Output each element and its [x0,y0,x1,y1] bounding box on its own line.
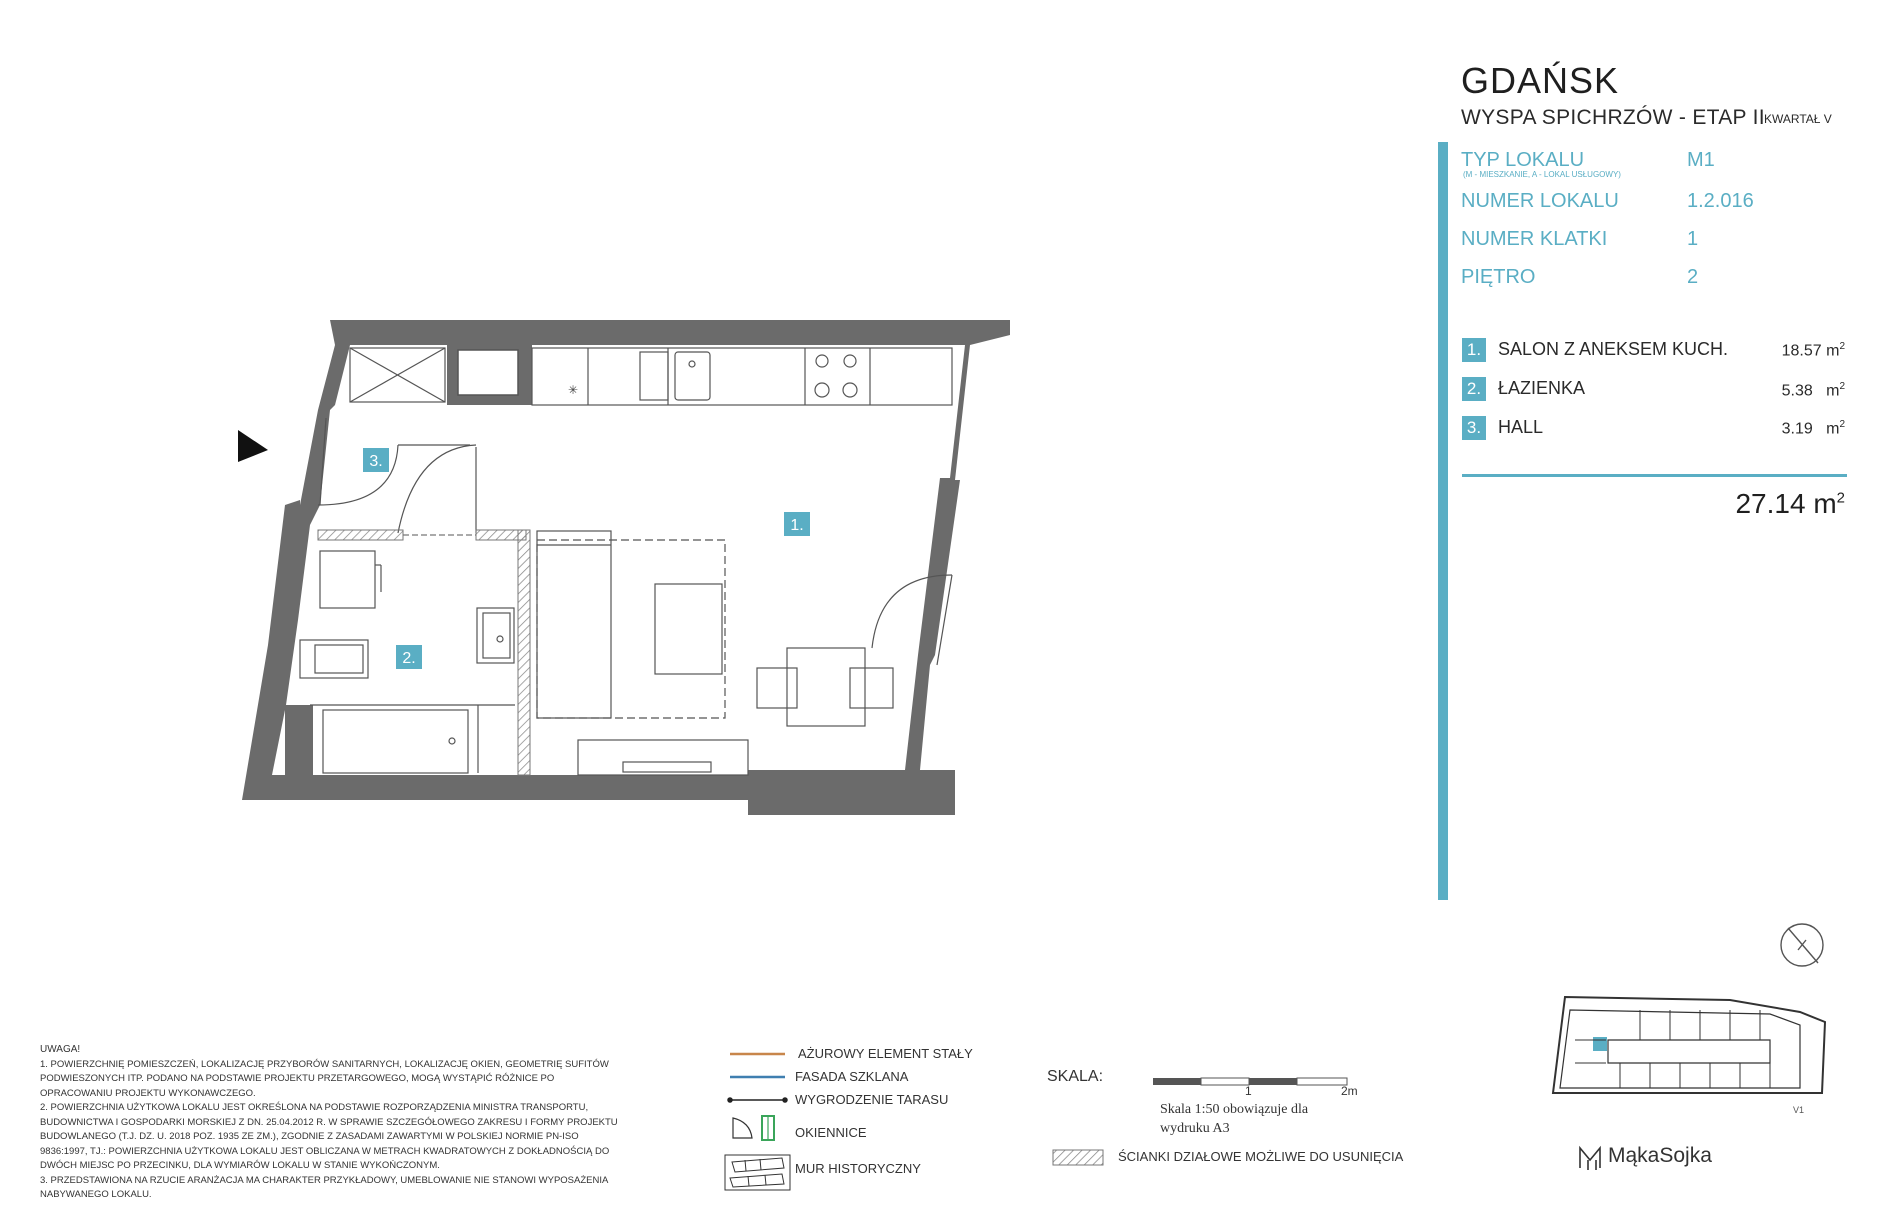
legend-okiennice-label: OKIENNICE [795,1125,867,1140]
living-furniture [537,531,893,775]
brand-logo-icon [1580,1148,1600,1170]
city-title: GDAŃSK [1461,60,1620,101]
svg-text:✳: ✳ [568,383,579,397]
note-line: 3. PRZEDSTAWIONA NA RZUCIE ARANŻACJA MA CHARAKTER PRZYKŁADOWY, UMEBLOWANIE NIE STANOWI WYPOSAŻENIA [40,1174,609,1186]
unit-number-label: NUMER LOKALU [1461,190,1619,212]
legend-wygrodzenie-label: WYGRODZENIE TARASU [795,1092,949,1107]
removable-partitions [318,530,530,775]
coffee-table [655,584,722,674]
shaft-niche [458,350,518,395]
note-line: 9836:1997, TJ.: POWIERZCHNIA UŻYTKOWA LOKALU JEST OBLICZANA W METRACH KWADRATOWYCH Z DOKŁADNOŚCIĄ DO [40,1145,610,1157]
project-name: WYSPA SPICHRZÓW - ETAP II [1461,106,1765,129]
version-label: V1 [1793,1105,1805,1115]
kitchen-counter [532,348,952,405]
scale-tick-1: 1 [1245,1084,1252,1098]
note-line: PODWIESZONYCH ITP. PODANO NA PODSTAWIE PROJEKTU PRZETARGOWEGO, MOGĄ WYSTĄPIĆ RÓŻNICE PO [40,1073,555,1084]
note-line: 2. POWIERZCHNIA UŻYTKOWA LOKALU JEST OKREŚLONA NA PODSTAWIE ROZPORZĄDZENIA MINISTRA TRANSPORTU, [40,1102,589,1113]
scale-label: SKALA: [1047,1068,1104,1085]
floor-value: 2 [1687,266,1699,288]
plan-tag-3: 3. [369,453,383,470]
brand-name: MąkaSojka [1608,1144,1712,1167]
room-area-3: 3.19 $m^2$ [1781,419,1845,438]
note-line: BUDOWNICTWA I GOSPODARKI MORSKIEJ Z DN. 25.04.2012 R. W SPRAWIE SZCZEGÓŁOWEGO ZAKRESU I FORMY PROJEKTU [40,1116,618,1128]
unit-type-label: TYP LOKALU [1461,149,1585,171]
notes-block [40,1043,680,1203]
room-area-1: 18.57 $m^2$ [1781,341,1845,360]
legend-fasada-label: FASADA SZKLANA [795,1069,909,1084]
note-line: 1. POWIERZCHNIĘ POMIESZCZEŃ, LOKALIZACJĘ PRZYBORÓW SANITARNYCH, LOKALIZACJĘ OKIEN, GEOMETRIĘ SUFITÓW [40,1058,609,1070]
note-line: BUDOWLANEGO (T.J. DZ. U. 2018 POZ. 1935 ZE ZM.), ZGODNIE Z ZASADAMI ZAWARTYMI W POLSKIEJ NORMIE PN-ISO [40,1131,579,1142]
toilet [300,640,368,678]
unit-number-value: 1.2.016 [1687,190,1754,212]
historic-wall-icon [725,1155,790,1190]
compass-icon [1781,924,1823,966]
room-name-1: SALON Z ANEKSEM KUCH. [1498,339,1729,359]
unit-type-note: (M - MIESZKANIE, A - LOKAL USŁUGOWY) [1463,170,1621,179]
total-area: 27.14 $m^2$ [1735,488,1845,519]
washing-machine [320,551,375,608]
key-plan-icon [1553,997,1825,1093]
legend-line-wygrodzenie [728,1098,787,1102]
tv-unit [578,740,748,775]
removable-partition-swatch [1053,1150,1103,1165]
legend-azurowy-label: AŻUROWY ELEMENT STAŁY [798,1046,973,1061]
bath-corner-wall [285,705,313,775]
room-name-3: HALL [1498,417,1544,437]
floor-label: PIĘTRO [1461,266,1536,288]
room-num-2: 2. [1462,377,1486,401]
room-area-2: 5.38 $m^2$ [1781,381,1845,400]
outer-wall [242,320,1010,815]
accent-divider [1438,142,1448,900]
shutter-icon [733,1116,774,1140]
total-separator [1462,474,1847,477]
stair-number-value: 1 [1687,228,1699,250]
rug-dashed [537,540,725,718]
chair-right [850,668,893,708]
plan-tag-2: 2. [402,650,416,667]
stair-number-label: NUMER KLATKI [1461,228,1608,250]
entrance-arrow-icon [238,430,268,462]
room-num-3: 3. [1462,416,1486,440]
unit-type-value: M1 [1687,149,1715,171]
chair-left [757,668,797,708]
quarter-label: KWARTAŁ V [1764,112,1832,126]
door-swings [318,418,952,665]
scale-tick-2: 2m [1341,1084,1358,1098]
scale-note: Skala 1:50 obowiązuje dla wydruku A3 [1160,1102,1309,1136]
wardrobe [350,348,445,402]
walls [242,320,1010,815]
note-line: OPRACOWANIU PROJEKTU WYKONAWCZEGO. [40,1087,256,1099]
wall-block-lower-right [748,770,955,815]
plan-room-tags [363,448,810,669]
sofa [537,531,611,718]
legend-mur-label: MUR HISTORYCZNY [795,1161,921,1176]
plan-tag-1: 1. [790,517,804,534]
dining-table [787,648,865,726]
room-name-2: ŁAZIENKA [1498,378,1586,398]
bathtub [323,710,468,773]
notes-title: UWAGA! [40,1044,81,1055]
room-num-1: 1. [1462,338,1486,362]
note-line: DWÓCH MIEJSC PO PRZECINKU, DLA WYMIARÓW LOKALU W STANIE WYKOŃCZONYM. [40,1160,440,1171]
legend-removable-label: ŚCIANKI DZIAŁOWE MOŻLIWE DO USUNIĘCIA [1118,1149,1404,1164]
note-line: NABYWANEGO LOKALU. [40,1189,152,1200]
